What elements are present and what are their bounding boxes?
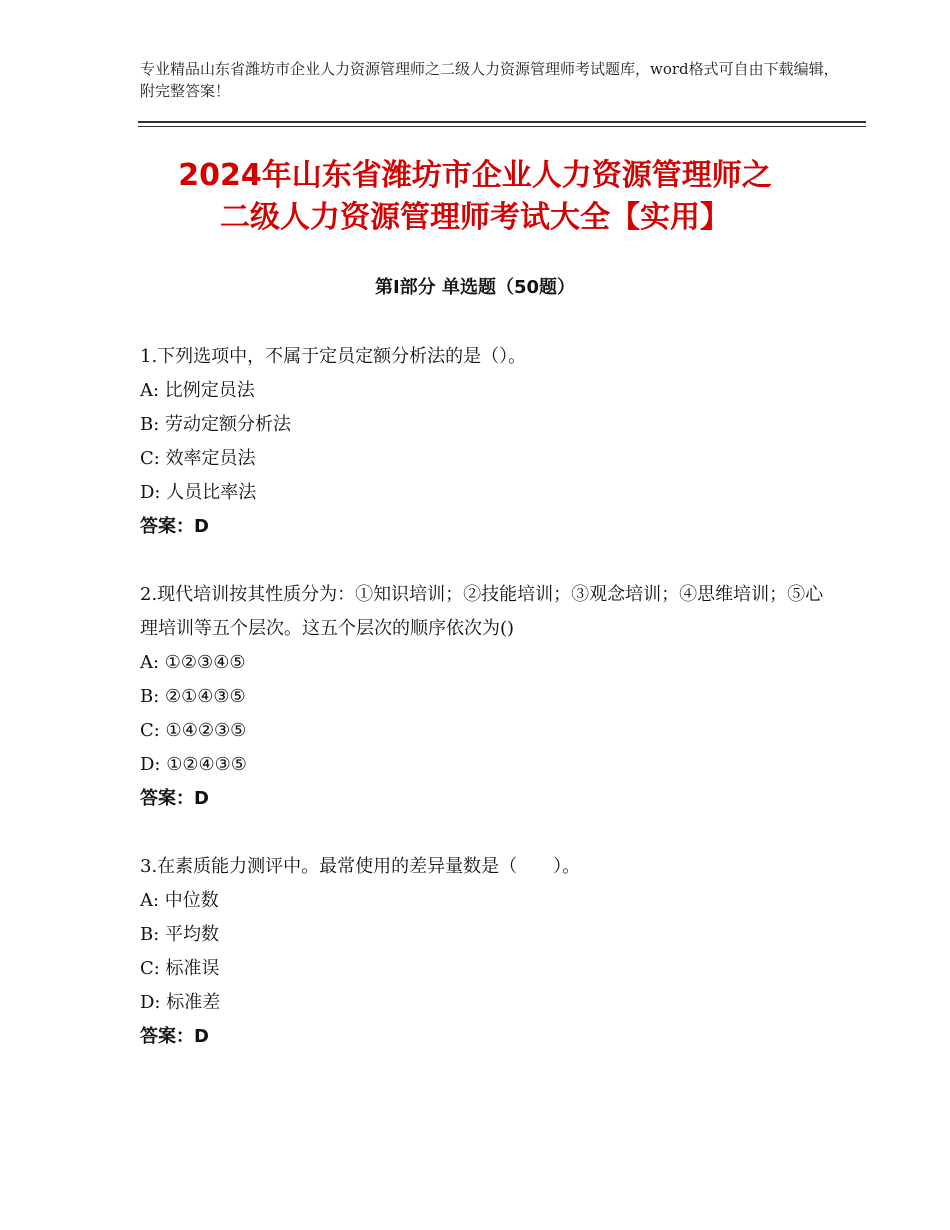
document-title-line-1: 2024年山东省潍坊市企业人力资源管理师之: [178, 158, 772, 193]
question-2: [140, 578, 840, 816]
question-option-d: D: ①②④③⑤: [140, 754, 247, 775]
question-option-a: A: 中位数: [140, 890, 219, 911]
header-note: 专业精品山东省潍坊市企业人力资源管理师之二级人力资源管理师考试题库，word格式可自由下载编辑，附完整答案！: [140, 60, 839, 100]
question-option-b: B: 劳动定额分析法: [140, 414, 292, 435]
question-list: [140, 340, 840, 1088]
question-option-a: A: 比例定员法: [140, 380, 255, 401]
question-answer: 答案：D: [140, 516, 209, 537]
header-divider-thin: [138, 126, 866, 127]
question-stem: 2.现代培训按其性质分为：①知识培训；②技能培训；③观念培训；④思维培训；⑤心理培训等五个层次。这五个层次的顺序依次为(): [140, 584, 824, 639]
question-answer: 答案：D: [140, 788, 209, 809]
question-option-c: C: 效率定员法: [140, 448, 256, 469]
question-answer: 答案：D: [140, 1026, 209, 1047]
question-option-a: A: ①②③④⑤: [140, 652, 246, 673]
question-option-c: C: 标准误: [140, 958, 220, 979]
question-3: [140, 850, 840, 1054]
question-stem: 1.下列选项中，不属于定员定额分析法的是（）。: [140, 346, 527, 367]
question-option-b: B: 平均数: [140, 924, 220, 945]
document-title: [100, 155, 850, 239]
question-option-b: B: ②①④③⑤: [140, 686, 246, 707]
question-option-d: D: 标准差: [140, 992, 221, 1013]
question-stem: 3.在素质能力测评中。最常使用的差异量数是（ ）。: [140, 856, 581, 877]
question-option-c: C: ①④②③⑤: [140, 720, 247, 741]
section-title: 第Ⅰ部分 单选题（50题）: [374, 277, 575, 298]
document-title-line-2: 二级人力资源管理师考试大全【实用】: [220, 200, 730, 235]
header-divider-thick: [138, 121, 866, 123]
question-option-d: D: 人员比率法: [140, 482, 257, 503]
question-1: [140, 340, 840, 544]
